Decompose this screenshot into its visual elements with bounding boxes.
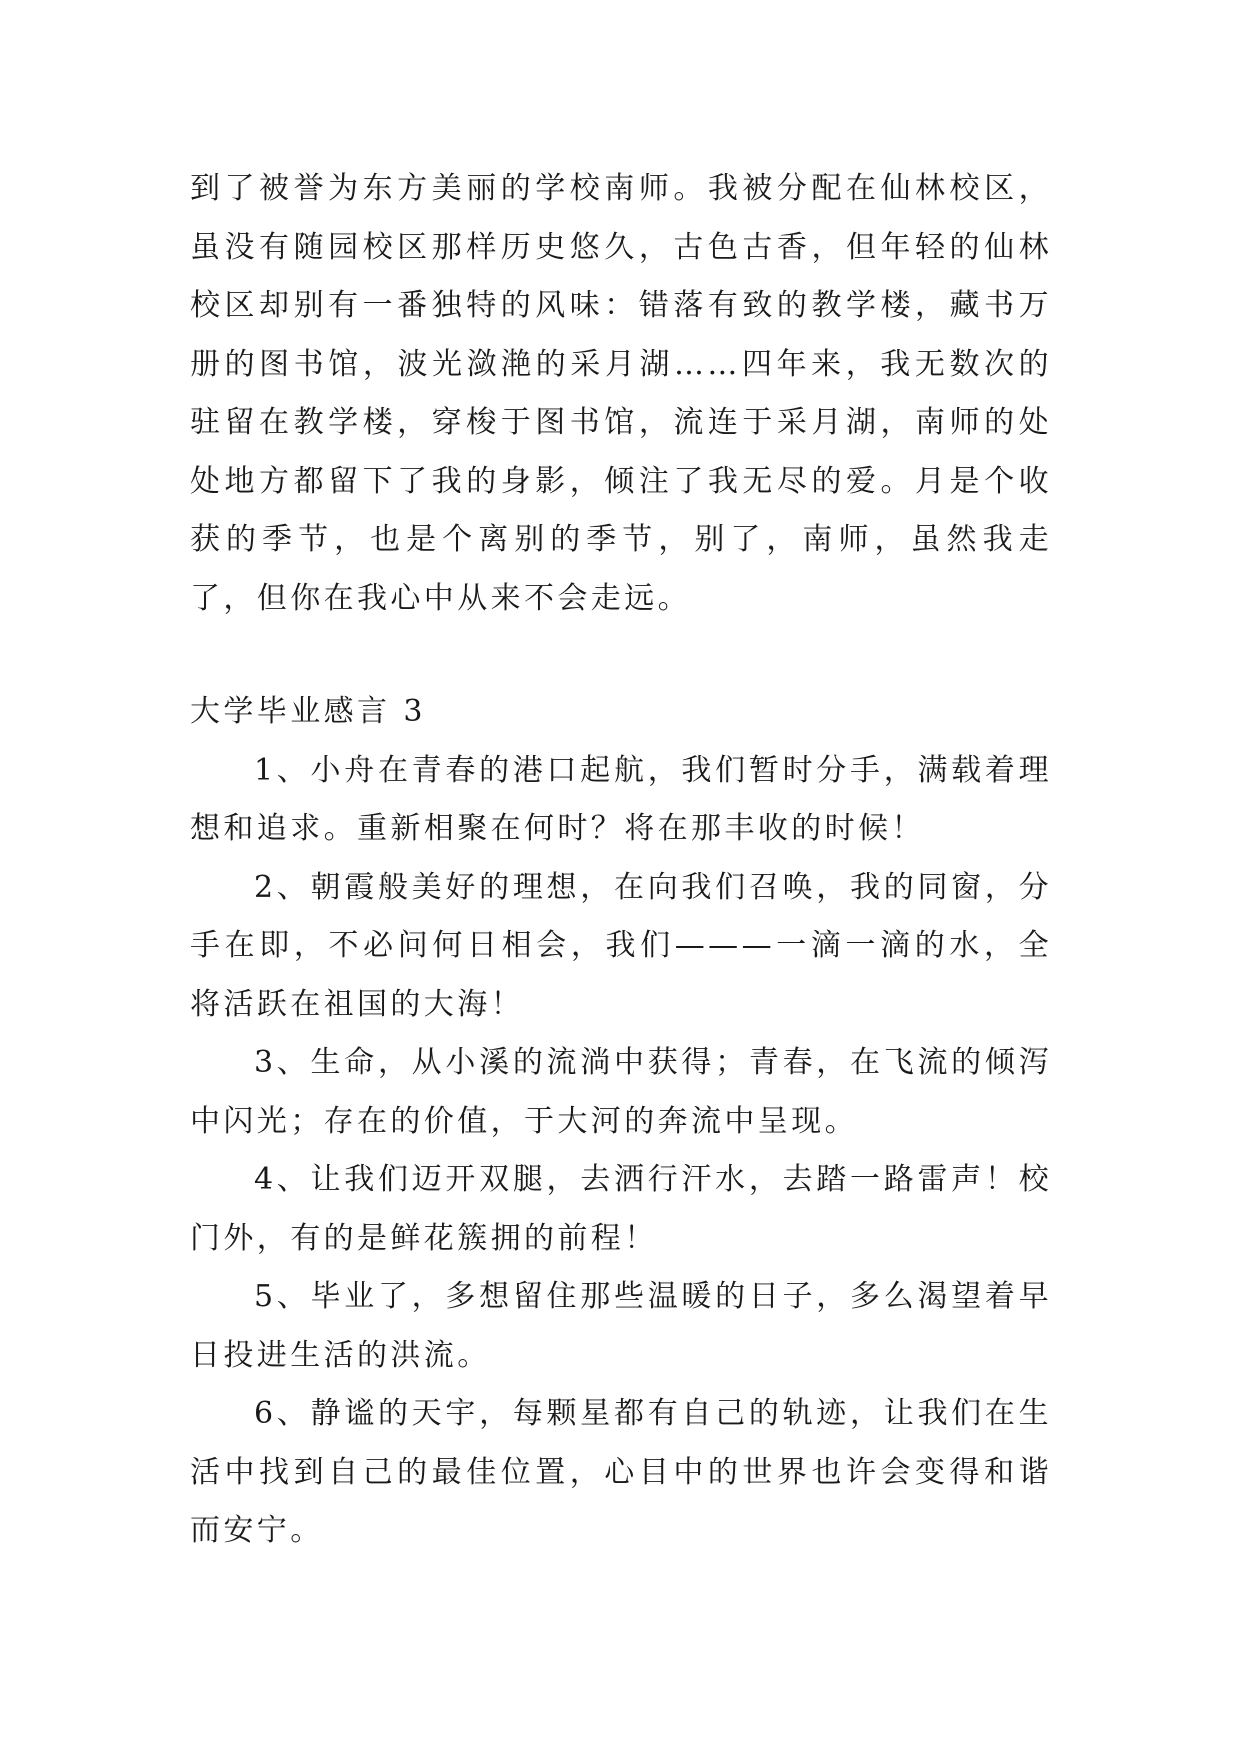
- list-item: 6、静谧的天宇，每颗星都有自己的轨迹，让我们在生活中找到自己的最佳位置，心目中的世界也许会变得和谐而安宁。: [190, 1396, 1052, 1548]
- list-item: 4、让我们迈开双腿，去洒行汗水，去踏一路雷声！校门外，有的是鲜花簇拥的前程！: [190, 1162, 1052, 1256]
- list-item: 2、朝霞般美好的理想，在向我们召唤，我的同窗，分手在即，不必问何日相会，我们———一滴一滴的水，全将活跃在祖国的大海！: [190, 869, 1052, 1022]
- body-paragraph: 到了被誉为东方美丽的学校南师。我被分配在仙林校区，虽没有随园校区那样历史悠久，古色古香，但年轻的仙林校区却别有一番独特的风味：错落有致的教学楼，藏书万册的图书馆，波光潋滟的采月湖……四年来，我无数次的驻留在教学楼，穿梭于图书馆，流连于采月湖，南师的处处地方都留下了我的身影，倾注了我无尽的爱。月是个收获的季节，也是个离别的季节，别了，南师，虽然我走了，但你在我心中从来不会走远。: [190, 171, 1052, 616]
- list-item: 1、小舟在青春的港口起航，我们暂时分手，满载着理想和追求。重新相聚在何时？将在那丰收的时候！: [190, 752, 1052, 846]
- section-title: 大学毕业感言 3: [190, 694, 426, 729]
- list-item: 5、毕业了，多想留住那些温暖的日子，多么渴望着早日投进生活的洪流。: [190, 1279, 1052, 1373]
- document-page: [190, 160, 1052, 1561]
- list-item: 3、生命，从小溪的流淌中获得；青春，在飞流的倾泻中闪光；存在的价值，于大河的奔流中呈现。: [190, 1045, 1052, 1139]
